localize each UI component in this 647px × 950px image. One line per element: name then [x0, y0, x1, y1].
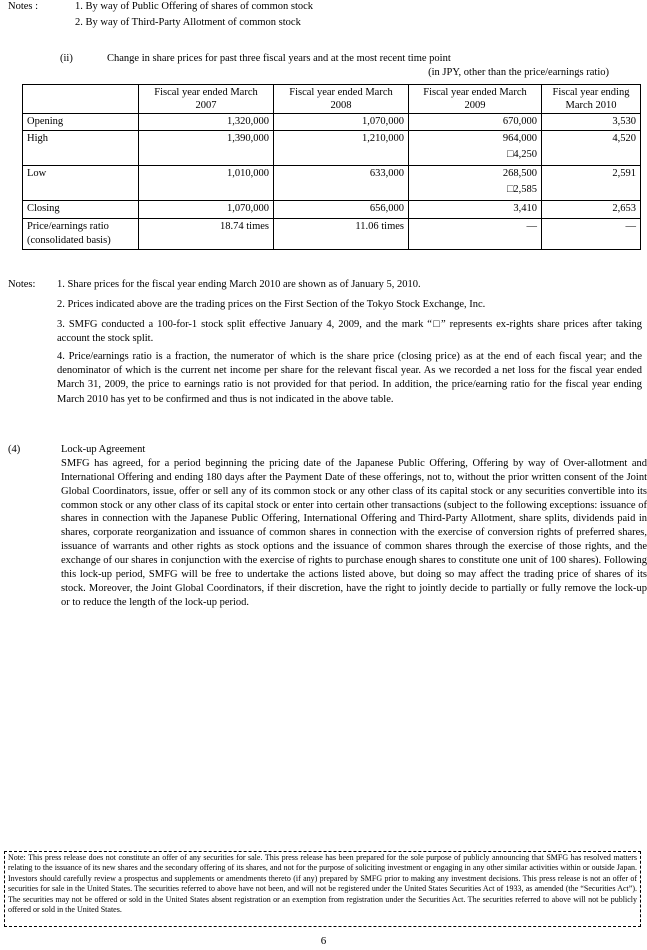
note-3: 3. SMFG conducted a 100-for-1 stock split effective January 4, 2009, and the mark “□” represents ex-rights share prices after taking account the stock split. [57, 319, 642, 345]
row-label: Low [23, 166, 139, 201]
table-cell: 3,410 [409, 201, 542, 218]
table-cell [409, 131, 542, 166]
table-cell: 1,070,000 [139, 201, 274, 218]
share-price-table [22, 84, 641, 250]
table-row-low [23, 166, 641, 201]
section-number: (4) [8, 444, 21, 455]
header-fy2010: Fiscal year ending March 2010 [542, 85, 641, 114]
table-row-closing [23, 201, 641, 218]
note-2: 2. Prices indicated above are the trading prices on the First Section of the Tokyo Stock Exchange, Inc. [57, 299, 486, 310]
table-cell: 2,591 [542, 166, 641, 201]
unit-note: (in JPY, other than the price/earnings ratio) [428, 67, 609, 78]
header-fy2008: Fiscal year ended March 2008 [274, 85, 409, 114]
table-cell: — [542, 218, 641, 249]
table-row-opening [23, 114, 641, 131]
cell-value: 964,000 [502, 133, 537, 145]
row-label: Opening [23, 114, 139, 131]
table-cell: 18.74 times [139, 218, 274, 249]
table-cell: 1,390,000 [139, 131, 274, 166]
subsection-number: (ii) [60, 53, 73, 64]
row-label: High [23, 131, 139, 166]
table-cell: 1,210,000 [274, 131, 409, 166]
section-title: Lock-up Agreement [61, 444, 146, 455]
page-number: 6 [320, 935, 327, 947]
row-label: Price/earnings ratio (consolidated basis) [23, 218, 139, 249]
table-cell: 1,320,000 [139, 114, 274, 131]
note-1: 1. Share prices for the fiscal year ending March 2010 are shown as of January 5, 2010. [57, 279, 421, 290]
table-header-row [23, 85, 641, 114]
note-item-2: 2. By way of Third-Party Allotment of common stock [75, 17, 301, 28]
note-item-1: 1. By way of Public Offering of shares of common stock [75, 1, 314, 12]
table-cell: 3,530 [542, 114, 641, 131]
table-cell: 4,520 [542, 131, 641, 166]
table-cell: 633,000 [274, 166, 409, 201]
ex-rights-value: □4,250 [507, 149, 537, 161]
disclaimer-box: Note: This press release does not constitute an offer of any securities for sale. This press release has been prepared for the sole purpose of publicly announcing that SMFG has resolved matters relating to the issuance of its new shares and the secondary offering of its shares, and not for the purpose of soliciting investment or engaging in any other similar activities within or outside Japan. Investors should carefully review a prospectus and supplements or amendments thereto (if any) prepared by SMFG prior to making any investment decisions. This press release is not an offer of securities for sale in the United States. The securities referred to above have not been, and will not be registered under the United States Securities Act of 1933, as amended (the “Securities Act”). The securities may not be offered or sold in the United States absent registration or an exemption from registration under the Securities Act. The securities referred to above will not be publicly offered or sold in the United States. [4, 851, 641, 927]
table-cell: — [409, 218, 542, 249]
ex-rights-value: □2,585 [507, 184, 537, 196]
cell-value: 268,500 [502, 168, 537, 180]
header-empty [23, 85, 139, 114]
table-cell: 1,010,000 [139, 166, 274, 201]
row-label: Closing [23, 201, 139, 218]
table-row-high [23, 131, 641, 166]
header-fy2009: Fiscal year ended March 2009 [409, 85, 542, 114]
note-4: 4. Price/earnings ratio is a fraction, the numerator of which is the share price (closing price) as at the end of each fiscal year; and the denominator of which is the current net income per share for the relevant fiscal year. As we recorded a net loss for the fiscal year ended March 31, 2009, the price to earnings ratio is not provided for that period. In addition, the price/earning ratio for the fiscal year ending March 2010 has yet to be confirmed and thus is not indicated in the above table. [57, 351, 642, 405]
subsection-heading [60, 52, 620, 66]
table-cell: 670,000 [409, 114, 542, 131]
table-cell: 11.06 times [274, 218, 409, 249]
notes-label: Notes: [8, 279, 36, 290]
table-row-pe-ratio [23, 218, 641, 249]
subsection-title: Change in share prices for past three fiscal years and at the most recent time point [107, 53, 451, 64]
header-fy2007: Fiscal year ended March 2007 [139, 85, 274, 114]
table-cell: 2,653 [542, 201, 641, 218]
table-cell: 1,070,000 [274, 114, 409, 131]
notes-label: Notes : [8, 1, 39, 12]
table-cell [409, 166, 542, 201]
offering-notes [8, 0, 608, 32]
section-body: SMFG has agreed, for a period beginning the pricing date of the Japanese Public Offering, Offering by way of Over-allotment and International Offering and ending 180 days after the Payment Date of these offerings, not to, without the prior written consent of the Joint Global Coordinators, issue, offer or sell any of its common stock or any other class of its capital stock or any securities convertible into its common stock or any other class of its capital stock or enter into certain other transactions (subject to the following exceptions: issuance of shares in connection with the Japanese Public Offering, International Offering and Third-Party Allotment, share splits, dividends paid in shares, corporate reorganization and issuance of common shares in connection with the exercise of conversion rights of preferred shares, issuance of warrants and other rights as stock options and the issuance of common shares through the exercise of those rights, and the exchange of our shares in conjunction with the exercise of rights to purchase enough shares to constitute one unit of 100 shares). Following this lock-up period, SMFG will be free to undertake the actions listed above, but doing so may affect the trading price of shares of its stock. Moreover, the Joint Global Coordinators, if their discretion, have the right to jointly decide to partially or fully remove the lock-up or to reduce the length of the lock-up period. [61, 458, 647, 608]
table-cell: 656,000 [274, 201, 409, 218]
